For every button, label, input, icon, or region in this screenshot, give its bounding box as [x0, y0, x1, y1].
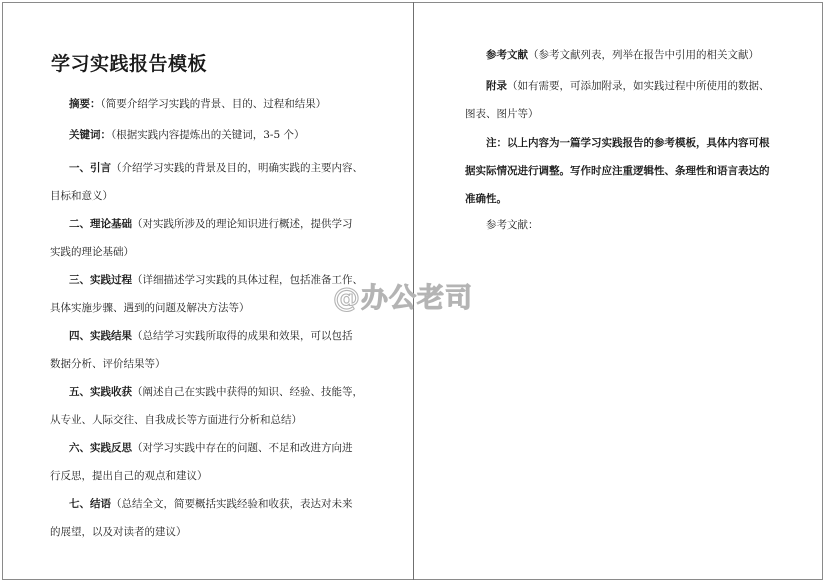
section-conclusion-line2: 的展望，以及对读者的建议）	[50, 526, 187, 538]
section-process-label: 三、实践过程	[69, 274, 132, 286]
note-line1: 注：以上内容为一篇学习实践报告的参考模板，具体内容可根	[486, 137, 770, 149]
references-heading: 参考文献：	[486, 219, 539, 231]
section-theory-text: （对实践所涉及的理论知识进行概述，提供学习	[132, 218, 353, 230]
section-process-text: （详细描述学习实践的具体过程，包括准备工作、	[132, 274, 363, 286]
section-results-label: 四、实践结果	[69, 330, 132, 342]
watermark-text: @办公老司	[333, 283, 473, 314]
section-reflection-line2: 行反思，提出自己的观点和建议）	[50, 470, 208, 482]
section-gains-line1	[69, 378, 363, 406]
abstract-label: 摘要：	[69, 98, 101, 110]
section-reflection-line1	[69, 434, 353, 462]
section-reflection-label: 六、实践反思	[69, 442, 132, 454]
section-results-line1	[69, 322, 353, 350]
section-theory-line1	[69, 210, 353, 238]
section-reflection-text: （对学习实践中存在的问题、不足和改进方向进	[132, 442, 353, 454]
section-intro-line2: 目标和意义）	[50, 190, 113, 202]
abstract-text: （简要介绍学习实践的背景、目的、过程和结果）	[100, 98, 327, 110]
section-process-line2: 具体实施步骤、遇到的问题及解决方法等）	[50, 302, 250, 314]
section-gains-text: （阐述自己在实践中获得的知识、经验、技能等，	[132, 386, 363, 398]
appendix-line1	[486, 72, 770, 100]
note-line3: 准确性。	[465, 193, 507, 205]
section-results-line2: 数据分析、评价结果等）	[50, 358, 166, 370]
section-conclusion-text: （总结全文，简要概括实践经验和收获，表达对未来	[111, 498, 353, 510]
section-intro-text: （介绍学习实践的背景及目的，明确实践的主要内容、	[111, 162, 363, 174]
appendix-text: （如有需要，可添加附录，如实践过程中所使用的数据、	[507, 80, 770, 92]
appendix-line2: 图表、图片等）	[465, 108, 539, 120]
appendix-label: 附录	[486, 80, 507, 92]
note-line2: 据实际情况进行调整。写作时应注重逻辑性、条理性和语言表达的	[465, 165, 770, 177]
section-gains-label: 五、实践收获	[69, 386, 132, 398]
section-conclusion-line1	[69, 490, 353, 518]
keywords-label: 关键词：	[69, 129, 111, 141]
section-intro-label: 一、引言	[69, 162, 111, 174]
section-theory-label: 二、理论基础	[69, 218, 132, 230]
references-entry-text: （参考文献列表，列举在报告中引用的相关文献）	[528, 49, 759, 61]
section-results-text: （总结学习实践所取得的成果和效果，可以包括	[132, 330, 353, 342]
section-conclusion-label: 七、结语	[69, 498, 111, 510]
section-intro-line1	[69, 154, 363, 182]
references-entry-label: 参考文献	[486, 49, 528, 61]
section-theory-line2: 实践的理论基础）	[50, 246, 134, 258]
keywords-line	[69, 121, 305, 149]
document-title: 学习实践报告模板	[51, 53, 208, 75]
abstract-line	[69, 90, 326, 118]
references-entry-line	[486, 41, 759, 69]
section-process-line1	[69, 266, 363, 294]
keywords-text: （根据实践内容提炼出的关键词，3-5 个）	[111, 129, 305, 141]
section-gains-line2: 从专业、人际交往、自我成长等方面进行分析和总结）	[50, 414, 302, 426]
